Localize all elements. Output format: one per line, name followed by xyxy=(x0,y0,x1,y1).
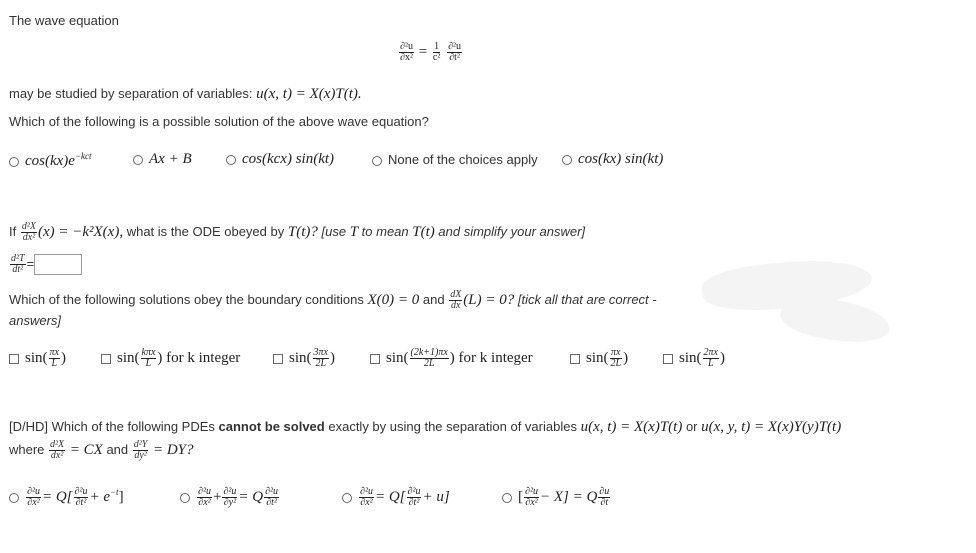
q1-option-5[interactable]: cos(kx) sin(kt) xyxy=(562,151,663,168)
q4-prompt-line2: where $\frac{\text{d²X}}{\text{dx²}}$ = CX and $\frac{\text{d²Y}}{\text{dy²}}$ = DY? xyxy=(9,439,194,461)
radio-button[interactable] xyxy=(9,493,19,503)
radio-button[interactable] xyxy=(133,155,143,165)
q3-prompt: Which of the following solutions obey the boundary conditions X(0) = 0 and $\frac{dX}{dx}$ (L) = 0? [tick all that are correct - xyxy=(9,289,657,311)
q3-option-4[interactable]: sin( $\frac{(2k+1)\pi x}{2L}$ ) for k integer xyxy=(370,348,533,369)
checkbox[interactable] xyxy=(273,354,283,364)
ode-answer-input[interactable] xyxy=(34,254,82,275)
q2-answer-row: $\frac{\text{d²T}}{\text{dt²}}$ = xyxy=(9,254,82,275)
q1-option-1[interactable]: $\cos(kx)e^{-kct}$ xyxy=(9,151,92,170)
q2-prompt: If $\frac{\text{d²X}}{\text{dx²}}$ (x) = −k²X(x), what is the ODE obeyed by T(t)? [use T to mean T(t) and simplify your answer] xyxy=(9,221,586,243)
q3-option-3[interactable]: sin( $\frac{3\pi x}{2L}$ ) xyxy=(273,348,335,369)
q1-option-2[interactable]: Ax + B xyxy=(133,151,192,168)
q4-option-1[interactable]: $\frac{\text{∂²u}}{\text{∂x²}}$ = Q[ $\frac{\text{∂²u}}{\text{∂t²}}$ + $e^{-t}$] xyxy=(9,487,124,508)
q3-option-5[interactable]: sin( $\frac{\pi x}{2L}$ ) xyxy=(570,348,628,369)
wave-equation: $\frac{\text{∂²u}}{\text{∂x²}}$ = $\frac{1}{\text{c²}}$ $\frac{\text{∂²u}}{\text{∂t²}}$ xyxy=(400,41,462,63)
q3-prompt-end: answers] xyxy=(9,313,62,328)
radio-button[interactable] xyxy=(372,156,382,166)
q1-option-3[interactable]: cos(kcx) sin(kt) xyxy=(226,151,334,168)
smudge-artifact xyxy=(778,293,892,348)
separation-statement: may be studied by separation of variables: u(x, t) = X(x)T(t). xyxy=(9,86,362,102)
q4-prompt: [D/HD] Which of the following PDEs cannot be solved exactly by using the separation of variables u(x, t) = X(x)T(t) or u(x, y, t) = X(x)Y(y)T(t) xyxy=(9,419,842,435)
q1-prompt: Which of the following is a possible solution of the above wave equation? xyxy=(9,114,429,129)
checkbox[interactable] xyxy=(101,354,111,364)
checkbox[interactable] xyxy=(9,354,19,364)
checkbox[interactable] xyxy=(663,354,673,364)
radio-button[interactable] xyxy=(502,493,512,503)
radio-button[interactable] xyxy=(180,493,190,503)
q4-option-3[interactable]: $\frac{\text{∂²u}}{\text{∂x²}}$ = Q[ $\frac{\text{∂²u}}{\text{∂t²}}$ + u] xyxy=(342,487,450,508)
radio-button[interactable] xyxy=(226,155,236,165)
q3-option-6[interactable]: sin( $\frac{2\pi x}{L}$ ) xyxy=(663,348,725,369)
q3-option-1[interactable]: sin( $\frac{\pi x}{L}$ ) xyxy=(9,348,66,369)
q4-option-4[interactable]: [ $\frac{\text{∂²u}}{\text{∂x²}}$ − X] = Q $\frac{\partial u}{\partial t}$ xyxy=(502,487,611,508)
q4-option-2[interactable]: $\frac{\text{∂²u}}{\text{∂x²}}$ + $\frac{\text{∂²u}}{\text{∂y²}}$ = Q $\frac{\text{∂²u}}{\text{∂t²}}$ xyxy=(180,487,280,508)
checkbox[interactable] xyxy=(570,354,580,364)
q1-option-4[interactable]: None of the choices apply xyxy=(372,152,538,167)
radio-button[interactable] xyxy=(342,493,352,503)
radio-button[interactable] xyxy=(562,155,572,165)
checkbox[interactable] xyxy=(370,354,380,364)
q3-option-2[interactable]: sin( $\frac{\text{kπx}}{L}$ ) for k integer xyxy=(101,348,240,369)
title: The wave equation xyxy=(9,13,119,28)
radio-button[interactable] xyxy=(9,157,19,167)
